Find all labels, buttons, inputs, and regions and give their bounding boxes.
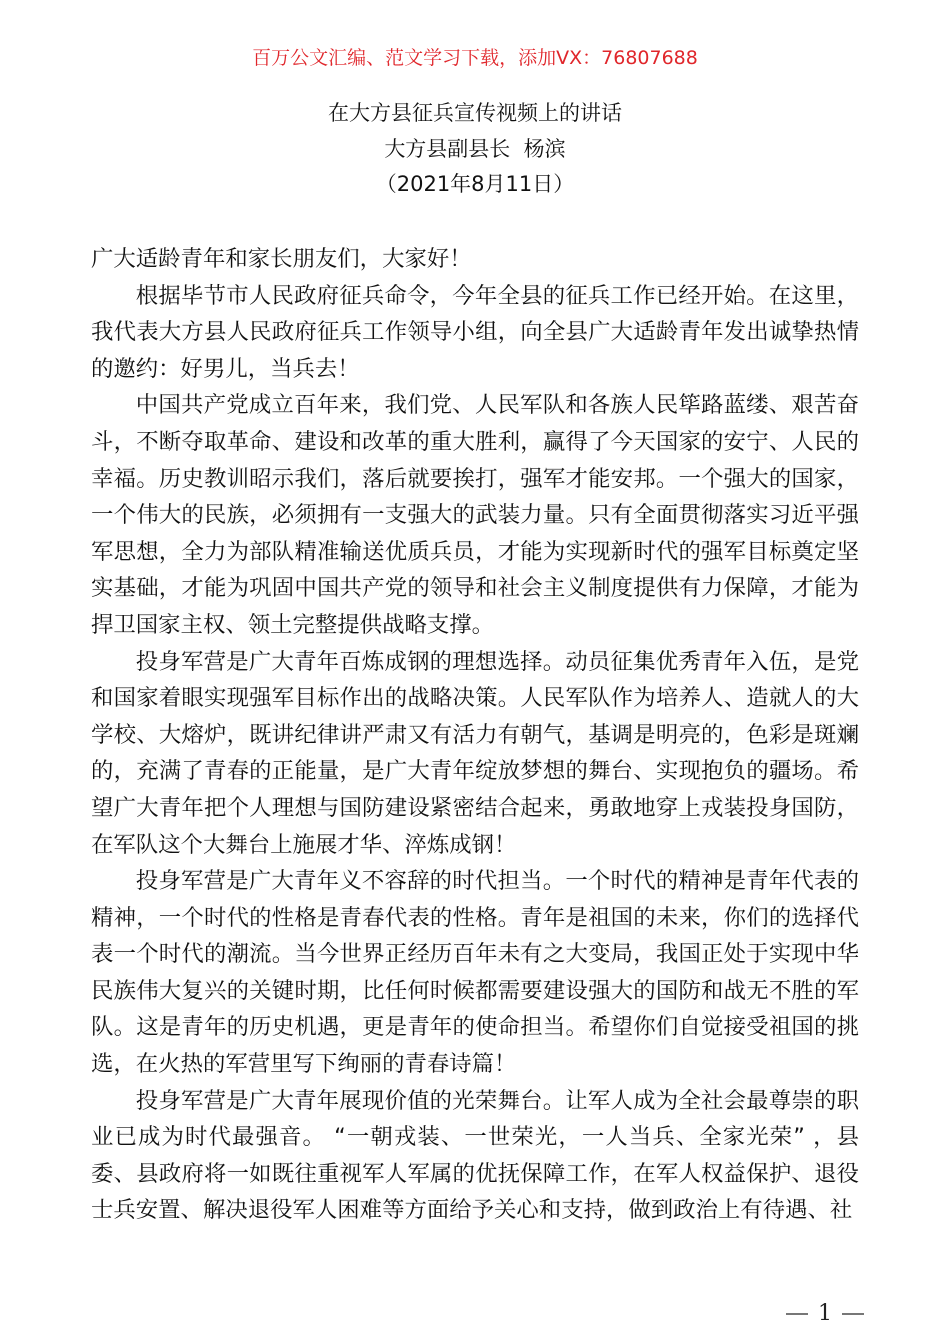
document-title: 在大方县征兵宣传视频上的讲话 [328,101,622,125]
dash-left-icon [786,1313,808,1315]
paragraph: 投身军营是广大青年百炼成钢的理想选择。动员征集优秀青年入伍，是党和国家着眼实现强军目标作出的战略决策。人民军队作为培养人、造就人的大学校、大熔炉，既讲纪律讲严肃又有活力有朝气，基调是明亮的，色彩是斑斓的，充满了青春的正能量，是广大青年绽放梦想的舞台、实现抱负的疆场。希望广大青年把个人理想与国防建设紧密结合起来，勇敢地穿上戎装投身国防，在军队这个大舞台上施展才华、淬炼成钢！ [91,648,859,858]
document-header [0,96,950,203]
page-footer [700,1300,950,1328]
paragraph: 根据毕节市人民政府征兵命令，今年全县的征兵工作已经开始。在这里，我代表大方县人民政府征兵工作领导小组，向全县广大适龄青年发出诚挚热情的邀约：好男儿，当兵去！ [91,282,859,382]
speaker-line: 大方县副县长 杨滨 [384,136,566,161]
watermark-text: 百万公文汇编、范文学习下载，添加VX：76807688 [252,47,698,69]
greeting: 广大适龄青年和家长朋友们，大家好！ [91,246,472,272]
speech-body [91,241,859,1229]
paragraph: 投身军营是广大青年展现价值的光荣舞台。让军人成为全社会最尊崇的职业已成为时代最强音。 “一朝戎装、一世荣光，一人当兵、全家光荣” ，县委、县政府将一如既往重视军人军属的优抚保障工作，在军人权益保护、退役士兵安置、解决退役军人困难等方面给予关心和支持，做到政治上有待遇、社 [91,1087,859,1224]
paragraph: 中国共产党成立百年来，我们党、人民军队和各族人民筚路蓝缕、艰苦奋斗，不断夺取革命、建设和改革的重大胜利，赢得了今天国家的安宁、人民的幸福。历史教训昭示我们，落后就要挨打，强军才能安邦。一个强大的国家，一个伟大的民族，必须拥有一支强大的武装力量。只有全面贯彻落实习近平强军思想，全力为部队精准输送优质兵员，才能为实现新时代的强军目标奠定坚实基础，才能为巩固中国共产党的领导和社会主义制度提供有力保障，才能为捍卫国家主权、领土完整提供战略支撑。 [91,392,859,638]
page-number: 1 [818,1301,832,1326]
paragraph: 投身军营是广大青年义不容辞的时代担当。一个时代的精神是青年代表的精神，一个时代的性格是青春代表的性格。青年是祖国的未来，你们的选择代表一个时代的潮流。当今世界正经历百年未有之大变局，我国正处于实现中华民族伟大复兴的关键时期，比任何时候都需要建设强大的国防和战无不胜的军队。这是青年的历史机遇，更是青年的使命担当。希望你们自觉接受祖国的挑选，在火热的军营里写下绚丽的青春诗篇！ [91,868,859,1078]
speech-date: （2021年8月11日） [375,172,575,196]
dash-right-icon [842,1313,864,1315]
watermark-banner [0,44,950,72]
